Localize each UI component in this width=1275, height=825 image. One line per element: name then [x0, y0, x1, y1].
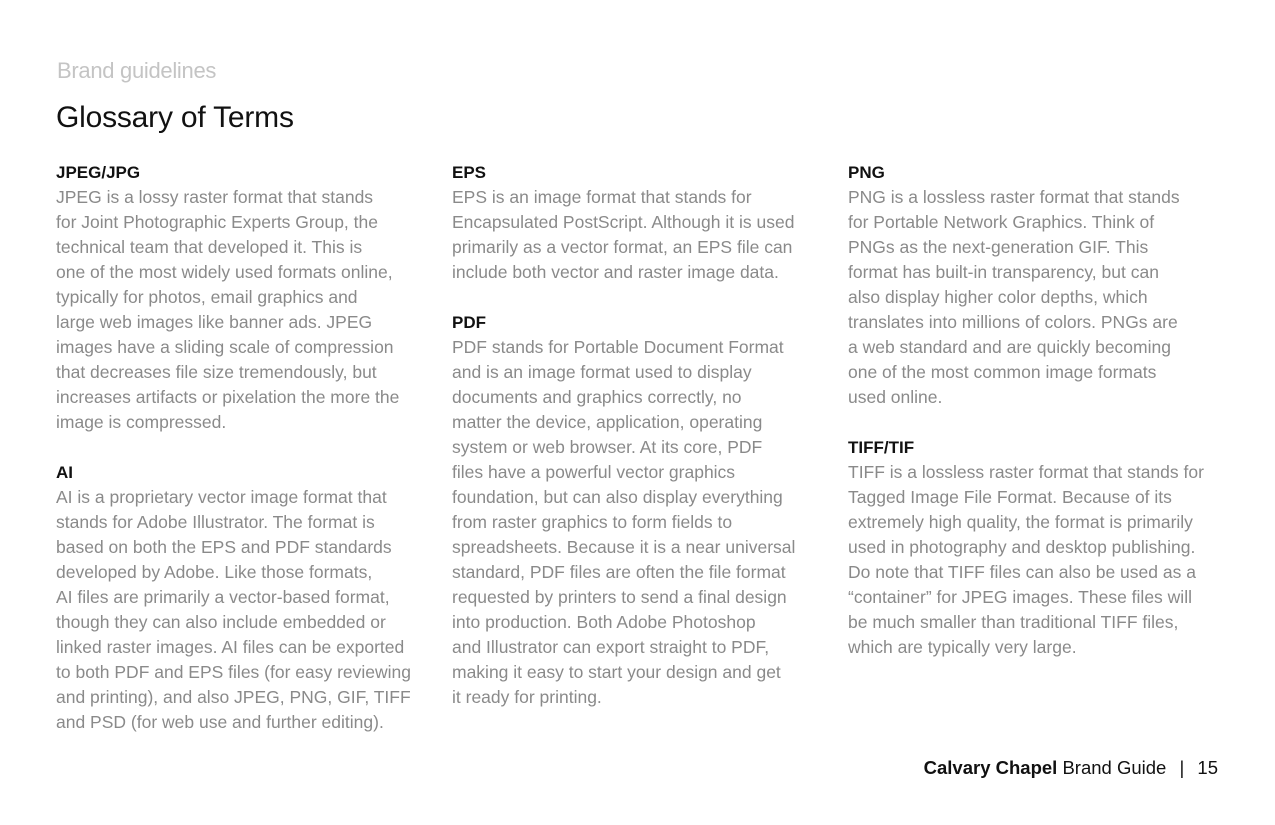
definition-line: technical team that developed it. This is: [56, 237, 363, 257]
glossary-entry-ai: [56, 460, 428, 735]
glossary-entry-eps: [452, 160, 824, 285]
term-definition: [56, 485, 428, 735]
term-definition: [452, 335, 824, 710]
page-footer: [924, 757, 1218, 779]
definition-line: images have a sliding scale of compression: [56, 337, 394, 357]
definition-line: foundation, but can also display everything: [452, 487, 783, 507]
definition-line: for Portable Network Graphics. Think of: [848, 212, 1155, 232]
definition-line: from raster graphics to form fields to: [452, 512, 733, 532]
footer-guide-label: Brand Guide: [1062, 757, 1167, 778]
glossary-entry-jpeg: [56, 160, 428, 435]
definition-line: PDF stands for Portable Document Format: [452, 337, 784, 357]
definition-line: Tagged Image File Format. Because of its: [848, 487, 1172, 507]
definition-line: developed by Adobe. Like those formats,: [56, 562, 373, 582]
term-definition: [848, 460, 1220, 660]
definition-line: include both vector and raster image data.: [452, 262, 779, 282]
page-title: Glossary of Terms: [56, 101, 294, 134]
definition-line: JPEG is a lossy raster format that stands: [56, 187, 374, 207]
definition-line: matter the device, application, operating: [452, 412, 763, 432]
section-eyebrow: Brand guidelines: [57, 58, 217, 83]
definition-line: and printing), and also JPEG, PNG, GIF, TIFF: [56, 687, 411, 707]
definition-line: stands for Adobe Illustrator. The format is: [56, 512, 375, 532]
definition-line: requested by printers to send a final design: [452, 587, 787, 607]
definition-line: EPS is an image format that stands for: [452, 187, 752, 207]
definition-line: AI files are primarily a vector-based format,: [56, 587, 390, 607]
definition-line: translates into millions of colors. PNGs are: [848, 312, 1178, 332]
page-number: 15: [1197, 757, 1218, 778]
definition-line: Encapsulated PostScript. Although it is used: [452, 212, 795, 232]
term-heading: PDF: [452, 313, 486, 332]
definition-line: and Illustrator can export straight to PDF,: [452, 637, 770, 657]
glossary-column-1: [56, 160, 428, 760]
definition-line: increases artifacts or pixelation the more the: [56, 387, 400, 407]
definition-line: files have a powerful vector graphics: [452, 462, 736, 482]
definition-line: AI is a proprietary vector image format that: [56, 487, 387, 507]
definition-line: “container” for JPEG images. These files will: [848, 587, 1192, 607]
term-heading: PNG: [848, 163, 885, 182]
term-definition: [56, 185, 428, 435]
definition-line: large web images like banner ads. JPEG: [56, 312, 373, 332]
term-heading: TIFF/TIF: [848, 438, 915, 457]
definition-line: image is compressed.: [56, 412, 227, 432]
term-heading: AI: [56, 463, 73, 482]
definition-line: used online.: [848, 387, 943, 407]
definition-line: PNG is a lossless raster format that stands: [848, 187, 1180, 207]
definition-line: which are typically very large.: [848, 637, 1077, 657]
definition-line: format has built-in transparency, but can: [848, 262, 1159, 282]
definition-line: used in photography and desktop publishing.: [848, 537, 1196, 557]
definition-line: typically for photos, email graphics and: [56, 287, 358, 307]
definition-line: that decreases file size tremendously, but: [56, 362, 377, 382]
glossary-column-2: [452, 160, 824, 735]
definition-line: a web standard and are quickly becoming: [848, 337, 1171, 357]
definition-line: making it easy to start your design and get: [452, 662, 781, 682]
definition-line: to both PDF and EPS files (for easy reviewing: [56, 662, 412, 682]
definition-line: and is an image format used to display: [452, 362, 752, 382]
definition-line: primarily as a vector format, an EPS file can: [452, 237, 793, 257]
term-definition: [848, 185, 1220, 410]
term-heading: JPEG/JPG: [56, 163, 141, 182]
term-definition: [452, 185, 824, 285]
definition-line: Do note that TIFF files can also be used as a: [848, 562, 1196, 582]
glossary-entry-png: [848, 160, 1220, 410]
definition-line: documents and graphics correctly, no: [452, 387, 742, 407]
definition-line: linked raster images. AI files can be exported: [56, 637, 405, 657]
definition-line: standard, PDF files are often the file format: [452, 562, 786, 582]
glossary-column-3: [848, 160, 1220, 685]
definition-line: be much smaller than traditional TIFF files,: [848, 612, 1179, 632]
definition-line: system or web browser. At its core, PDF: [452, 437, 763, 457]
definition-line: into production. Both Adobe Photoshop: [452, 612, 756, 632]
glossary-entry-pdf: [452, 310, 824, 710]
definition-line: one of the most widely used formats online,: [56, 262, 393, 282]
definition-line: based on both the EPS and PDF standards: [56, 537, 392, 557]
definition-line: and PSD (for web use and further editing).: [56, 712, 384, 732]
definition-line: TIFF is a lossless raster format that stands for: [848, 462, 1204, 482]
definition-line: though they can also include embedded or: [56, 612, 386, 632]
footer-brand-name: Calvary Chapel: [923, 757, 1058, 778]
definition-line: extremely high quality, the format is primarily: [848, 512, 1193, 532]
definition-line: PNGs as the next-generation GIF. This: [848, 237, 1149, 257]
definition-line: it ready for printing.: [452, 687, 602, 707]
definition-line: spreadsheets. Because it is a near universal: [452, 537, 796, 557]
definition-line: also display higher color depths, which: [848, 287, 1148, 307]
term-heading: EPS: [452, 163, 487, 182]
definition-line: one of the most common image formats: [848, 362, 1157, 382]
glossary-entry-tiff: [848, 435, 1220, 660]
footer-separator: |: [1179, 757, 1185, 778]
definition-line: for Joint Photographic Experts Group, the: [56, 212, 378, 232]
